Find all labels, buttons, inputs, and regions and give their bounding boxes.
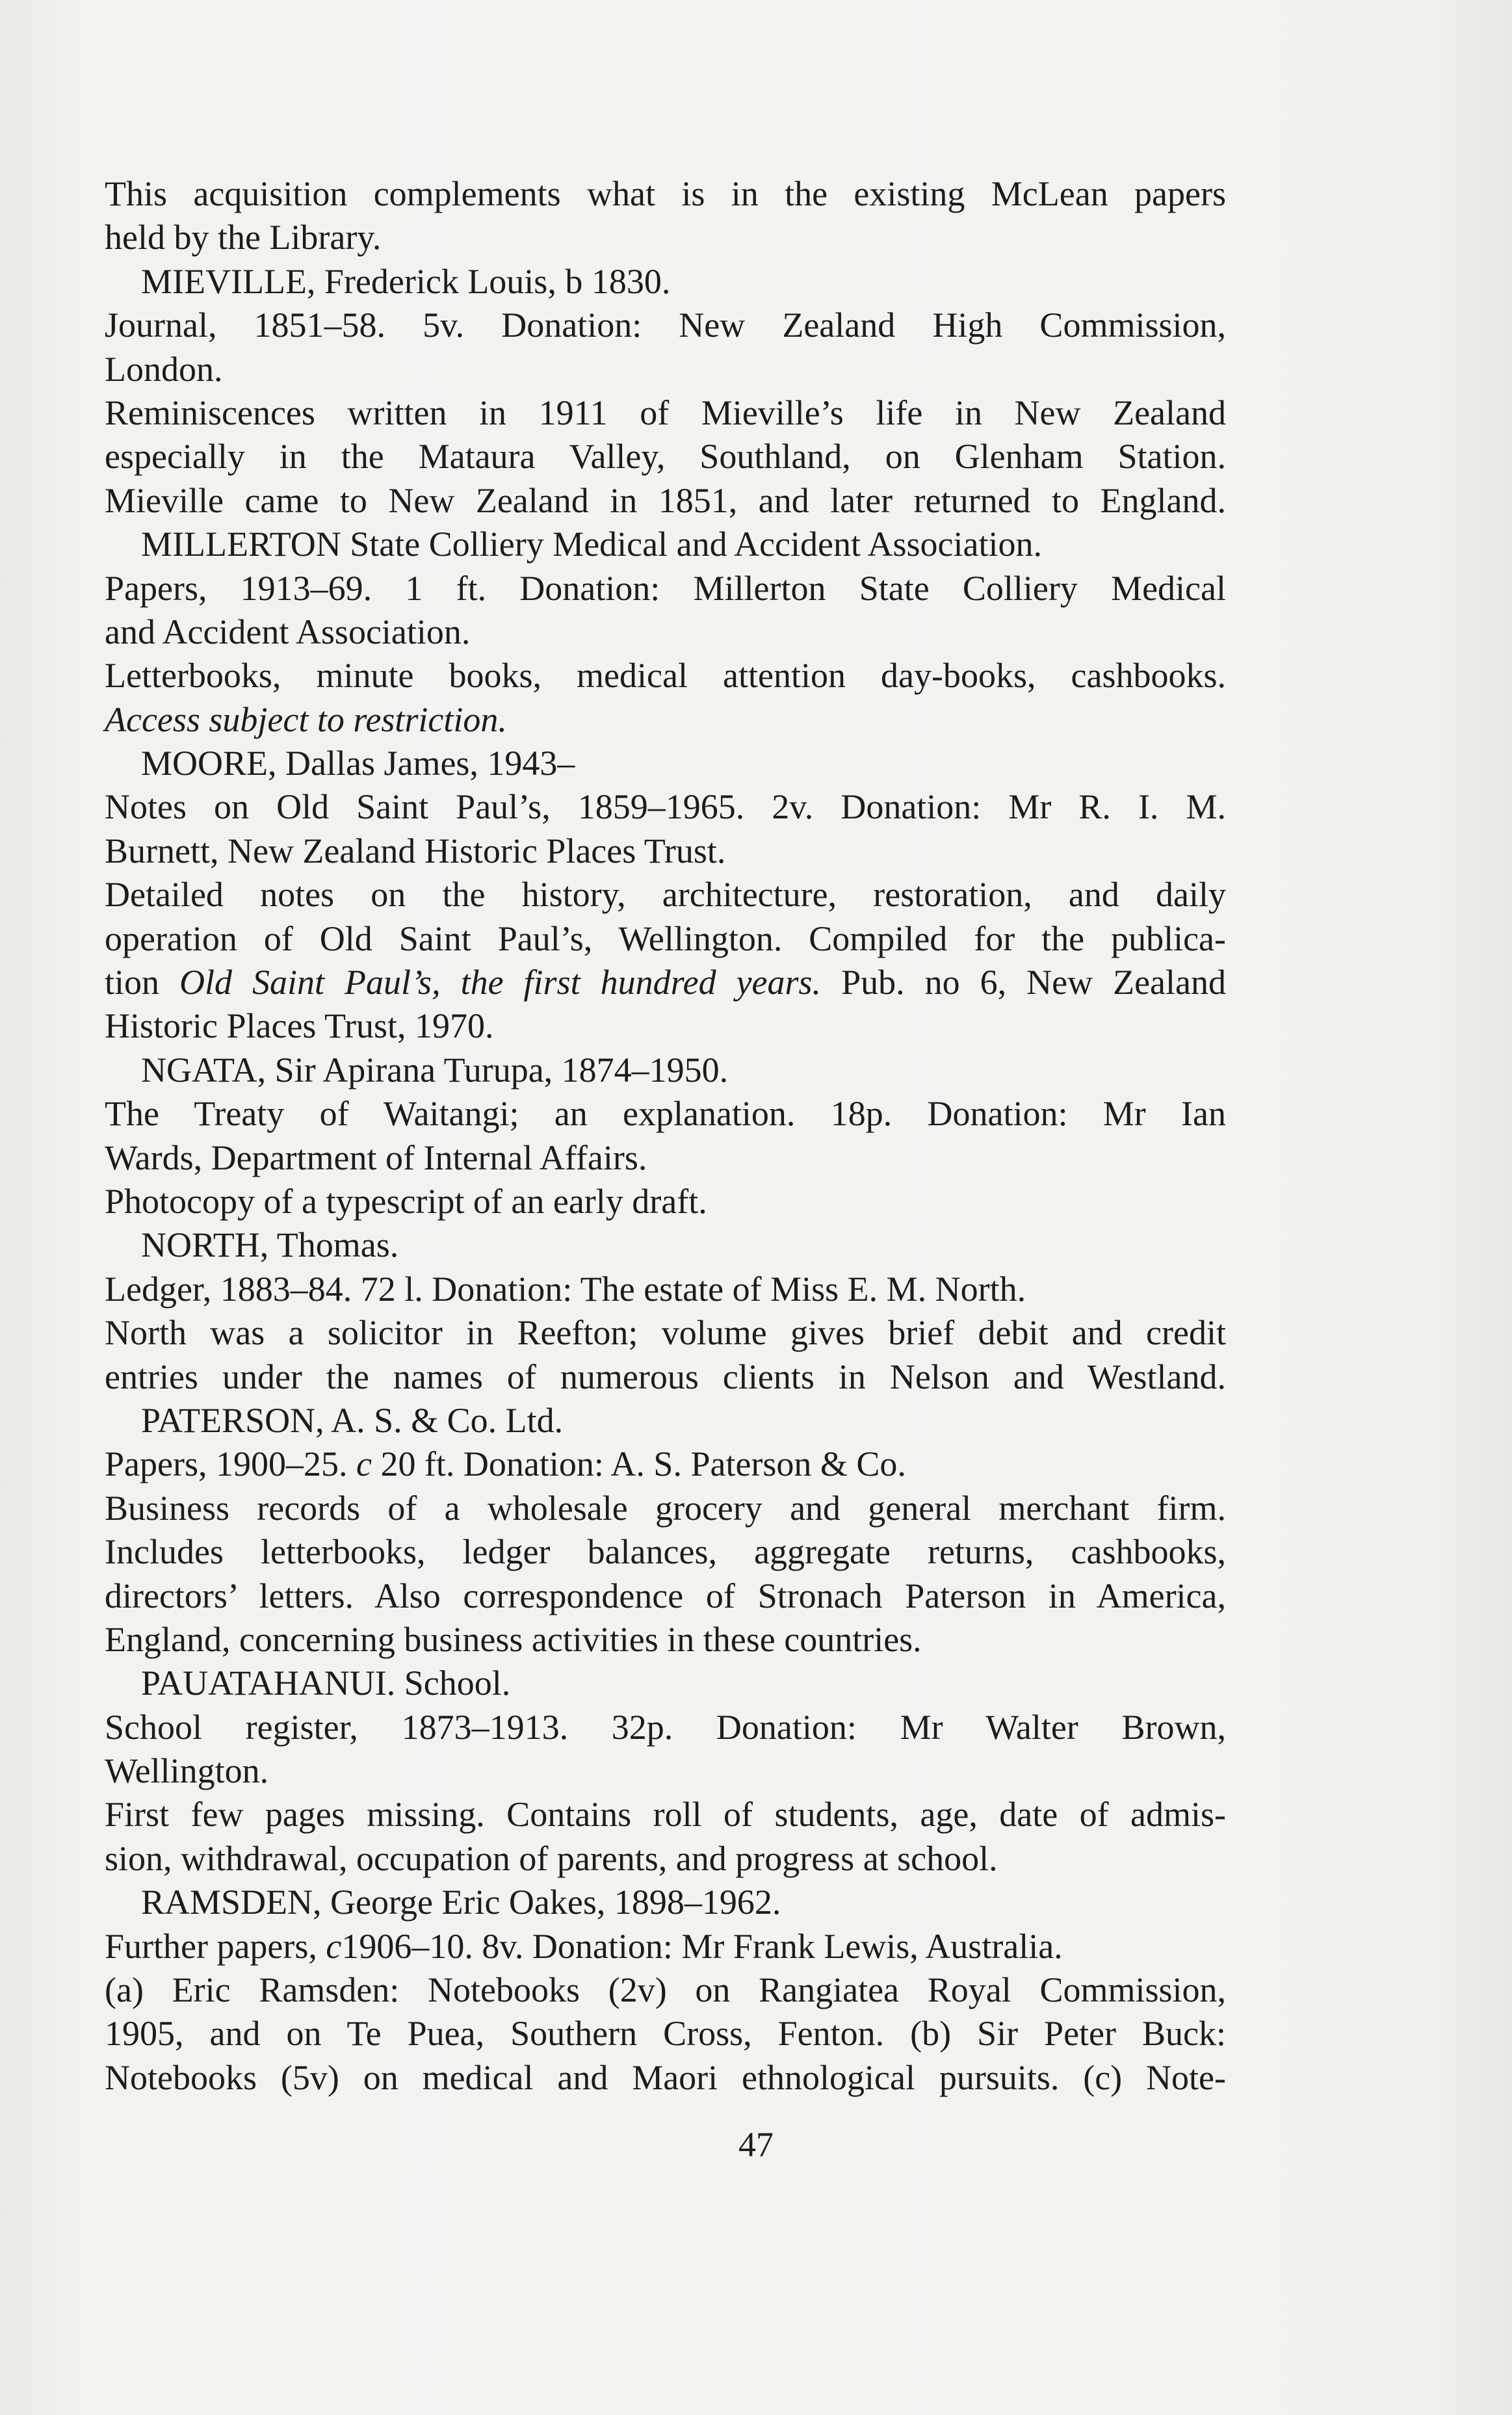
text-line: Detailed notes on the history, architecture, restoration, and daily: [105, 875, 1226, 915]
text-line: sion, withdrawal, occupation of parents, and progress at school.: [105, 1838, 998, 1878]
text-line: North was a solicitor in Reefton; volume gives brief debit and credit: [105, 1313, 1226, 1353]
page-number: 47: [738, 2125, 774, 2164]
text-line: (a) Eric Ramsden: Notebooks (2v) on Rangiatea Royal Commission,: [105, 1970, 1226, 2010]
text-line: Papers, 1913–69. 1 ft. Donation: Millerton State Colliery Medical: [105, 568, 1226, 608]
text-line: [105, 1442, 1226, 1486]
text-segment: Pub. no 6, New Zealand: [821, 963, 1226, 1002]
text-line: Notes on Old Saint Paul’s, 1859–1965. 2v. Donation: Mr R. I. M.: [105, 787, 1226, 827]
body-text: [105, 172, 1226, 2100]
text-line: Includes letterbooks, ledger balances, aggregate returns, cashbooks,: [105, 1532, 1226, 1572]
text-segment: Further papers,: [105, 1926, 326, 1966]
text-segment: 20 ft. Donation: A. S. Paterson & Co.: [371, 1444, 906, 1484]
text-line: Reminiscences written in 1911 of Mieville’s life in New Zealand: [105, 393, 1226, 432]
entry-heading: RAMSDEN, George Eric Oakes, 1898–1962.: [141, 1883, 781, 1922]
entry-heading: MILLERTON State Colliery Medical and Accident Association.: [141, 525, 1042, 564]
text-line: Historic Places Trust, 1970.: [105, 1006, 494, 1046]
entry-heading: PATERSON, A. S. & Co. Ltd.: [141, 1400, 564, 1440]
text-segment: 1906–10. 8v. Donation: Mr Frank Lewis, Australia.: [341, 1926, 1063, 1966]
text-line: First few pages missing. Contains roll of students, age, date of admis-: [105, 1795, 1226, 1834]
entry-heading: MIEVILLE, Frederick Louis, b 1830.: [141, 261, 671, 301]
text-line: This acquisition complements what is in the existing McLean papers: [105, 174, 1226, 213]
text-line: Mieville came to New Zealand in 1851, and later returned to England.: [105, 480, 1226, 520]
text-line: Notebooks (5v) on medical and Maori ethnological pursuits. (c) Note-: [105, 2057, 1226, 2097]
text-line: held by the Library.: [105, 218, 382, 257]
text-line: directors’ letters. Also correspondence of Stronach Paterson in America,: [105, 1576, 1226, 1615]
italic-text-segment: c: [326, 1926, 342, 1966]
text-line: entries under the names of numerous clients in Nelson and Westland.: [105, 1357, 1226, 1396]
text-line: operation of Old Saint Paul’s, Wellington. Compiled for the publica-: [105, 919, 1226, 958]
text-line: Wards, Department of Internal Affairs.: [105, 1138, 647, 1177]
text-line: Burnett, New Zealand Historic Places Trust.: [105, 831, 726, 870]
text-line: [105, 1925, 1226, 1968]
entry-heading: MOORE, Dallas James, 1943–: [141, 744, 575, 783]
text-line: Ledger, 1883–84. 72 l. Donation: The estate of Miss E. M. North.: [105, 1269, 1026, 1309]
text-line: [105, 961, 1226, 1004]
text-line: School register, 1873–1913. 32p. Donation: Mr Walter Brown,: [105, 1707, 1226, 1747]
entry-heading: NORTH, Thomas.: [141, 1225, 399, 1265]
text-line: 1905, and on Te Puea, Southern Cross, Fenton. (b) Sir Peter Buck:: [105, 2014, 1226, 2054]
text-line: Journal, 1851–58. 5v. Donation: New Zealand High Commission,: [105, 306, 1226, 345]
text-line: The Treaty of Waitangi; an explanation. 18p. Donation: Mr Ian: [105, 1094, 1226, 1134]
text-segment: tion: [105, 963, 180, 1002]
text-line: Photocopy of a typescript of an early draft.: [105, 1181, 707, 1221]
text-line: Access subject to restriction.: [105, 699, 507, 739]
text-line: London.: [105, 349, 223, 389]
italic-text-segment: Old Saint Paul’s, the first hundred years.: [179, 963, 822, 1002]
text-line: Letterbooks, minute books, medical attention day-books, cashbooks.: [105, 656, 1226, 696]
entry-heading: NGATA, Sir Apirana Turupa, 1874–1950.: [141, 1050, 729, 1090]
text-line: England, concerning business activities in these countries.: [105, 1619, 922, 1659]
text-line: Wellington.: [105, 1751, 269, 1791]
italic-text-segment: c: [356, 1444, 372, 1484]
text-line: especially in the Mataura Valley, Southland, on Glenham Station.: [105, 437, 1226, 476]
text-line: and Accident Association.: [105, 612, 471, 651]
entry-heading: PAUATAHANUI. School.: [141, 1664, 511, 1703]
text-line: Business records of a wholesale grocery and general merchant firm.: [105, 1488, 1226, 1528]
text-segment: Papers, 1900–25.: [105, 1444, 356, 1484]
